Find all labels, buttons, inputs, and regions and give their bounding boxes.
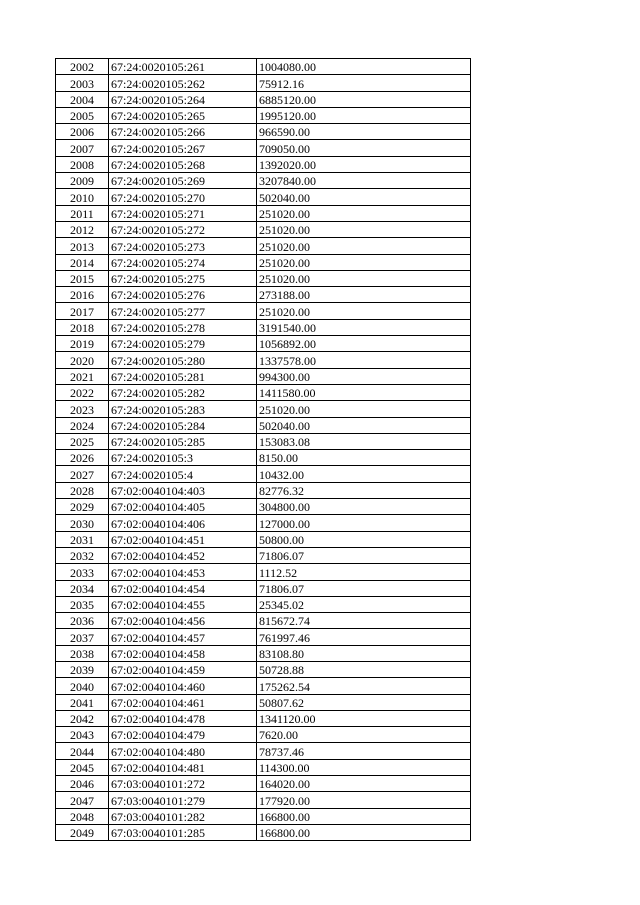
cadastral-value-cell: 10432.00 (257, 466, 471, 482)
table-row (56, 531, 471, 547)
cadastral-value-cell: 251020.00 (257, 303, 471, 319)
cadastral-number-cell: 67:03:0040101:282 (109, 808, 257, 824)
row-number-cell: 2012 (56, 221, 109, 237)
cadastral-value-cell: 1056892.00 (257, 336, 471, 352)
table-row (56, 140, 471, 156)
row-number-cell: 2046 (56, 776, 109, 792)
table-row (56, 613, 471, 629)
cadastral-value-cell: 50807.62 (257, 694, 471, 710)
table-row (56, 91, 471, 107)
cadastral-number-cell: 67:03:0040101:279 (109, 792, 257, 808)
row-number-cell: 2016 (56, 287, 109, 303)
row-number-cell: 2032 (56, 547, 109, 563)
row-number-cell: 2007 (56, 140, 109, 156)
row-number-cell: 2006 (56, 124, 109, 140)
table-body (56, 59, 471, 841)
row-number-cell: 2030 (56, 515, 109, 531)
cadastral-value-cell: 251020.00 (257, 401, 471, 417)
cadastral-value-cell: 8150.00 (257, 450, 471, 466)
row-number-cell: 2005 (56, 107, 109, 123)
cadastral-number-cell: 67:02:0040104:461 (109, 694, 257, 710)
row-number-cell: 2027 (56, 466, 109, 482)
cadastral-value-cell: 7620.00 (257, 727, 471, 743)
cadastral-number-cell: 67:02:0040104:405 (109, 499, 257, 515)
cadastral-number-cell: 67:24:0020105:270 (109, 189, 257, 205)
row-number-cell: 2003 (56, 75, 109, 91)
table-row (56, 629, 471, 645)
row-number-cell: 2042 (56, 710, 109, 726)
table-row (56, 466, 471, 482)
cadastral-value-table (55, 58, 471, 841)
cadastral-number-cell: 67:03:0040101:272 (109, 776, 257, 792)
cadastral-value-cell: 71806.07 (257, 580, 471, 596)
row-number-cell: 2004 (56, 91, 109, 107)
row-number-cell: 2040 (56, 678, 109, 694)
row-number-cell: 2033 (56, 564, 109, 580)
cadastral-number-cell: 67:24:0020105:272 (109, 221, 257, 237)
cadastral-value-cell: 994300.00 (257, 368, 471, 384)
row-number-cell: 2048 (56, 808, 109, 824)
cadastral-number-cell: 67:02:0040104:456 (109, 613, 257, 629)
cadastral-value-cell: 175262.54 (257, 678, 471, 694)
cadastral-number-cell: 67:24:0020105:277 (109, 303, 257, 319)
cadastral-number-cell: 67:02:0040104:406 (109, 515, 257, 531)
cadastral-number-cell: 67:24:0020105:285 (109, 433, 257, 449)
cadastral-value-cell: 251020.00 (257, 254, 471, 270)
cadastral-number-cell: 67:24:0020105:281 (109, 368, 257, 384)
row-number-cell: 2021 (56, 368, 109, 384)
cadastral-number-cell: 67:24:0020105:271 (109, 205, 257, 221)
cadastral-value-cell: 166800.00 (257, 824, 471, 840)
cadastral-number-cell: 67:24:0020105:267 (109, 140, 257, 156)
cadastral-value-cell: 502040.00 (257, 417, 471, 433)
cadastral-number-cell: 67:02:0040104:455 (109, 596, 257, 612)
cadastral-number-cell: 67:02:0040104:478 (109, 710, 257, 726)
table-row (56, 515, 471, 531)
cadastral-value-cell: 3191540.00 (257, 319, 471, 335)
cadastral-number-cell: 67:02:0040104:479 (109, 727, 257, 743)
cadastral-number-cell: 67:02:0040104:458 (109, 645, 257, 661)
cadastral-number-cell: 67:24:0020105:262 (109, 75, 257, 91)
table-row (56, 482, 471, 498)
table-row (56, 824, 471, 840)
table-row (56, 547, 471, 563)
cadastral-value-cell: 25345.02 (257, 596, 471, 612)
cadastral-number-cell: 67:24:0020105:273 (109, 238, 257, 254)
cadastral-value-cell: 761997.46 (257, 629, 471, 645)
row-number-cell: 2015 (56, 270, 109, 286)
row-number-cell: 2022 (56, 384, 109, 400)
table-row (56, 564, 471, 580)
cadastral-value-cell: 251020.00 (257, 270, 471, 286)
table-row (56, 189, 471, 205)
cadastral-number-cell: 67:24:0020105:283 (109, 401, 257, 417)
cadastral-value-cell: 815672.74 (257, 613, 471, 629)
table-row (56, 368, 471, 384)
row-number-cell: 2043 (56, 727, 109, 743)
cadastral-value-cell: 273188.00 (257, 287, 471, 303)
row-number-cell: 2011 (56, 205, 109, 221)
cadastral-number-cell: 67:02:0040104:451 (109, 531, 257, 547)
cadastral-value-cell: 502040.00 (257, 189, 471, 205)
row-number-cell: 2018 (56, 319, 109, 335)
row-number-cell: 2044 (56, 743, 109, 759)
table-row (56, 352, 471, 368)
cadastral-value-cell: 1112.52 (257, 564, 471, 580)
row-number-cell: 2019 (56, 336, 109, 352)
table-row (56, 580, 471, 596)
cadastral-value-cell: 127000.00 (257, 515, 471, 531)
table-row (56, 808, 471, 824)
row-number-cell: 2002 (56, 59, 109, 75)
cadastral-value-cell: 1392020.00 (257, 156, 471, 172)
table-row (56, 59, 471, 75)
row-number-cell: 2034 (56, 580, 109, 596)
cadastral-value-cell: 1337578.00 (257, 352, 471, 368)
cadastral-value-cell: 75912.16 (257, 75, 471, 91)
cadastral-number-cell: 67:24:0020105:284 (109, 417, 257, 433)
table-row (56, 645, 471, 661)
table-row (56, 433, 471, 449)
cadastral-number-cell: 67:24:0020105:278 (109, 319, 257, 335)
cadastral-number-cell: 67:24:0020105:280 (109, 352, 257, 368)
table-row (56, 303, 471, 319)
cadastral-number-cell: 67:24:0020105:269 (109, 173, 257, 189)
cadastral-value-cell: 1341120.00 (257, 710, 471, 726)
cadastral-value-cell: 164020.00 (257, 776, 471, 792)
cadastral-value-cell: 251020.00 (257, 221, 471, 237)
table-row (56, 743, 471, 759)
cadastral-value-cell: 6885120.00 (257, 91, 471, 107)
row-number-cell: 2035 (56, 596, 109, 612)
table-row (56, 661, 471, 677)
table-row (56, 596, 471, 612)
table-row (56, 694, 471, 710)
table-row (56, 792, 471, 808)
row-number-cell: 2047 (56, 792, 109, 808)
row-number-cell: 2014 (56, 254, 109, 270)
cadastral-number-cell: 67:02:0040104:481 (109, 759, 257, 775)
table-row (56, 254, 471, 270)
row-number-cell: 2024 (56, 417, 109, 433)
cadastral-number-cell: 67:02:0040104:403 (109, 482, 257, 498)
cadastral-number-cell: 67:24:0020105:276 (109, 287, 257, 303)
table-row (56, 710, 471, 726)
table-row (56, 107, 471, 123)
cadastral-number-cell: 67:03:0040101:285 (109, 824, 257, 840)
cadastral-value-cell: 304800.00 (257, 499, 471, 515)
cadastral-value-cell: 114300.00 (257, 759, 471, 775)
cadastral-number-cell: 67:24:0020105:268 (109, 156, 257, 172)
cadastral-number-cell: 67:02:0040104:460 (109, 678, 257, 694)
row-number-cell: 2041 (56, 694, 109, 710)
row-number-cell: 2009 (56, 173, 109, 189)
table-row (56, 270, 471, 286)
cadastral-number-cell: 67:24:0020105:266 (109, 124, 257, 140)
cadastral-number-cell: 67:02:0040104:459 (109, 661, 257, 677)
row-number-cell: 2023 (56, 401, 109, 417)
row-number-cell: 2031 (56, 531, 109, 547)
cadastral-number-cell: 67:02:0040104:453 (109, 564, 257, 580)
table-row (56, 336, 471, 352)
cadastral-number-cell: 67:02:0040104:457 (109, 629, 257, 645)
cadastral-value-cell: 966590.00 (257, 124, 471, 140)
table-row (56, 450, 471, 466)
cadastral-value-cell: 82776.32 (257, 482, 471, 498)
cadastral-number-cell: 67:24:0020105:3 (109, 450, 257, 466)
row-number-cell: 2036 (56, 613, 109, 629)
cadastral-number-cell: 67:24:0020105:279 (109, 336, 257, 352)
row-number-cell: 2025 (56, 433, 109, 449)
table-row (56, 238, 471, 254)
cadastral-number-cell: 67:24:0020105:264 (109, 91, 257, 107)
row-number-cell: 2026 (56, 450, 109, 466)
cadastral-number-cell: 67:02:0040104:480 (109, 743, 257, 759)
table-row (56, 205, 471, 221)
cadastral-value-cell: 709050.00 (257, 140, 471, 156)
table-row (56, 384, 471, 400)
table-row (56, 401, 471, 417)
row-number-cell: 2028 (56, 482, 109, 498)
cadastral-number-cell: 67:24:0020105:275 (109, 270, 257, 286)
table-row (56, 499, 471, 515)
cadastral-value-cell: 1995120.00 (257, 107, 471, 123)
cadastral-number-cell: 67:02:0040104:452 (109, 547, 257, 563)
cadastral-number-cell: 67:24:0020105:4 (109, 466, 257, 482)
cadastral-value-cell: 3207840.00 (257, 173, 471, 189)
row-number-cell: 2045 (56, 759, 109, 775)
row-number-cell: 2029 (56, 499, 109, 515)
cadastral-value-cell: 166800.00 (257, 808, 471, 824)
table-row (56, 776, 471, 792)
cadastral-number-cell: 67:24:0020105:265 (109, 107, 257, 123)
cadastral-value-cell: 50728.88 (257, 661, 471, 677)
cadastral-value-cell: 1411580.00 (257, 384, 471, 400)
row-number-cell: 2039 (56, 661, 109, 677)
table-row (56, 221, 471, 237)
table-row (56, 124, 471, 140)
cadastral-value-cell: 1004080.00 (257, 59, 471, 75)
table-row (56, 727, 471, 743)
cadastral-value-cell: 78737.46 (257, 743, 471, 759)
cadastral-value-cell: 251020.00 (257, 238, 471, 254)
row-number-cell: 2049 (56, 824, 109, 840)
cadastral-value-cell: 50800.00 (257, 531, 471, 547)
table-row (56, 75, 471, 91)
table-row (56, 287, 471, 303)
row-number-cell: 2017 (56, 303, 109, 319)
row-number-cell: 2038 (56, 645, 109, 661)
cadastral-value-cell: 83108.80 (257, 645, 471, 661)
row-number-cell: 2008 (56, 156, 109, 172)
table-row (56, 759, 471, 775)
row-number-cell: 2037 (56, 629, 109, 645)
table-row (56, 156, 471, 172)
cadastral-value-cell: 71806.07 (257, 547, 471, 563)
table-row (56, 319, 471, 335)
row-number-cell: 2013 (56, 238, 109, 254)
cadastral-number-cell: 67:24:0020105:274 (109, 254, 257, 270)
cadastral-number-cell: 67:02:0040104:454 (109, 580, 257, 596)
cadastral-number-cell: 67:24:0020105:261 (109, 59, 257, 75)
row-number-cell: 2010 (56, 189, 109, 205)
table-row (56, 678, 471, 694)
table-row (56, 173, 471, 189)
cadastral-value-cell: 177920.00 (257, 792, 471, 808)
cadastral-value-cell: 153083.08 (257, 433, 471, 449)
row-number-cell: 2020 (56, 352, 109, 368)
cadastral-value-cell: 251020.00 (257, 205, 471, 221)
cadastral-number-cell: 67:24:0020105:282 (109, 384, 257, 400)
table-row (56, 417, 471, 433)
